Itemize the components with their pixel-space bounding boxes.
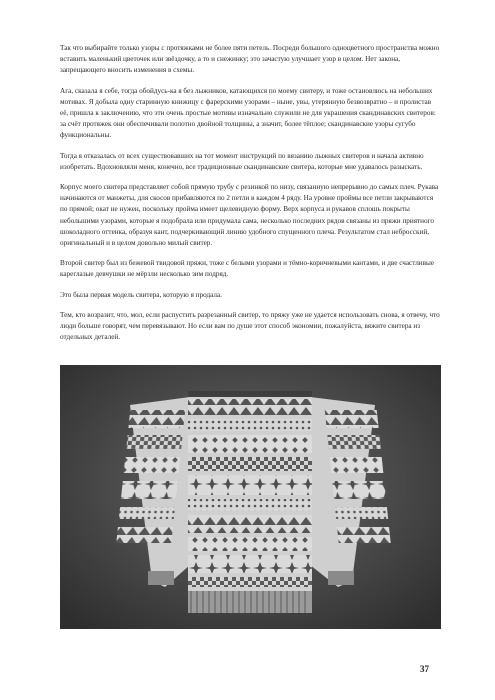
paragraph-4: Корпус моего свитера представляет собой прямую трубу с резинкой по низу, связанную непрерывно до самых плеч. Рукава начинаются от манжеты, для скосов прибавляются по 2 петли в каждом 4 ряду. На уровне проймы все петли закрываются по прямой; окат не нужен, поскольку пройма имеет щелевидную форму. Верх корпуса и рукавов сплошь покрыты небольшими узорами, которые я подобрала или придумала сама, несколько последних рядов связаны из пряжи приятного шоколадного оттенка, образуя кант, подчеркивающий линию удобного спущенного плеча. Результатом стал небросский, оригинальный и в целом довольно милый свитер. — [60, 183, 439, 248]
paragraph-2: Ага, сказала я себе, тогда обойдусь-ка я без лыжников, катающихся по моему свитеру, и тоже остановлюсь на небольших мотивах. Я добыла одну старинную книжицу с фарерскими узорами – ныне, увы, утерянную безвозвратно – и пролистав её, пришла к заключению, что эти очень простые мотивы изначально служили не для украшения скандинавских свитеров: за счёт протяжек они обеспечивали полотно двойной толщины, а значит, более тёплое; скандинавские узоры сугубо функциональны. — [60, 86, 436, 140]
paragraph-3: Тогда я отказалась от всех существовавших на тот момент инструкций по вязанию лыжных свитеров и начала активно изобретать. Вдохновляли меня, конечно, все традиционные скандинавские свитера, которые мне удавалось разыскать. — [60, 151, 424, 171]
body-text — [60, 43, 440, 352]
paragraph-7: Тем, кто возразит, что, мол, если распустить разрезанный свитер, то пряжу уже не удается использовать снова, я отвечу, что люди больше говорят, чем перевязывают. Но если вам по душе этот способ экономии, пожалуйста, вяжите свитера из отдельных деталей. — [60, 310, 440, 342]
paragraph-5: Второй свитер был из бежевой твидовой пряжи, тоже с белыми узорами и тёмно-коричневыми кантами, и две счастливые кареглазые девчушки не мёрзли несколько зим подряд. — [60, 259, 435, 279]
paragraph-6: Это была первая модель свитера, которую я продала. — [60, 290, 222, 299]
sweater-illustration — [60, 365, 441, 629]
page-number: 37 — [420, 664, 429, 674]
sweater-photo — [60, 365, 441, 629]
paragraph-1: Так что выбирайте только узоры с протяжками не более пяти петель. Посреди большого одноцветного пространства можно вставить маленький цветочек или звёздочку, а то и снежинку; это зачастую улучшает узор в целом. Нет закона, запрещающего вносить изменения в схемы. — [60, 44, 440, 75]
sweater-shape — [116, 391, 390, 613]
